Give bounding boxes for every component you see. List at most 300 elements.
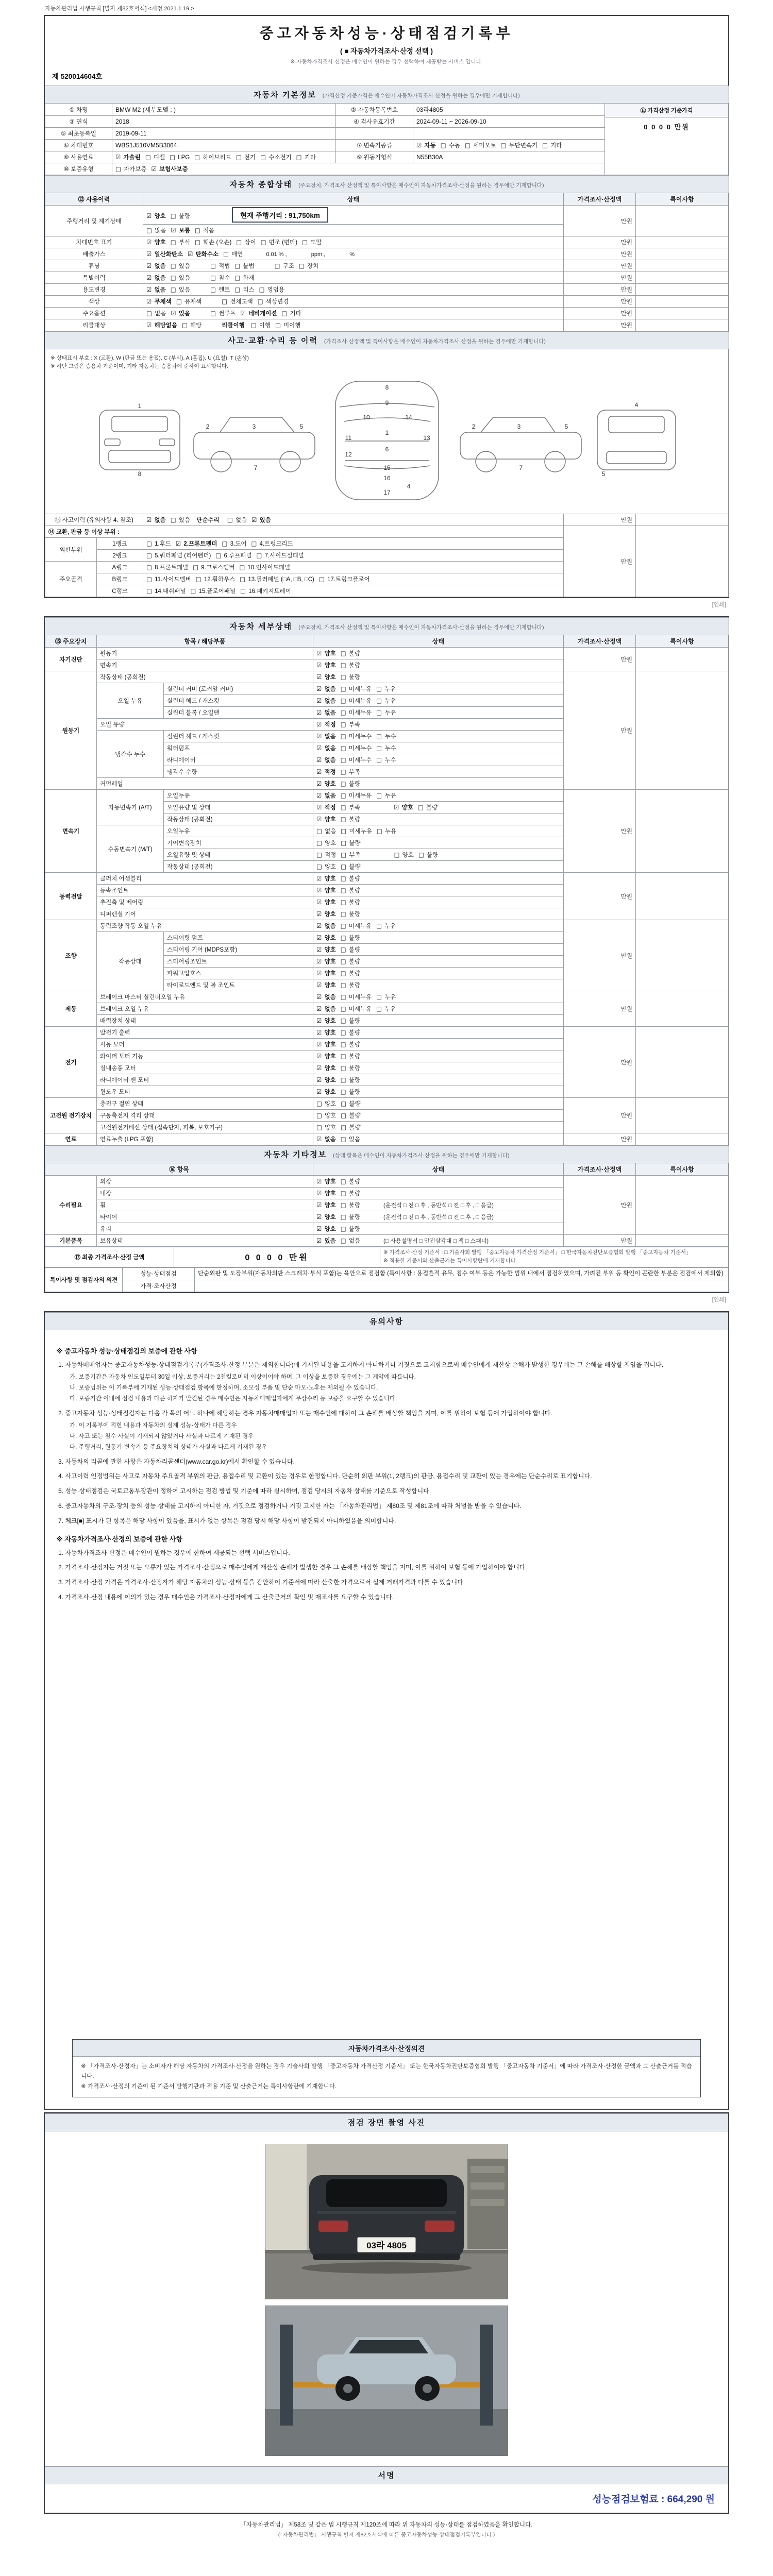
price-basis-value: 0 0 0 0 만원 (644, 123, 690, 131)
checkbox-미세누유[interactable]: □ 미세누유 (340, 792, 372, 799)
checkbox-있음[interactable]: □ 있음 (170, 286, 191, 293)
checkbox-불량[interactable]: □ 불량 (340, 650, 361, 657)
checkbox-양호[interactable]: □ 양호 (316, 1124, 337, 1131)
checkbox-미세누수[interactable]: □ 미세누수 (340, 744, 372, 752)
checkbox-보험사보증[interactable]: ☑ 보험사보증 (151, 165, 188, 173)
checkbox-없음[interactable]: □ 없음 (227, 516, 247, 523)
checkbox-불량[interactable]: □ 불량 (341, 1112, 361, 1119)
checkbox-썬루프[interactable]: □ 썬루프 (210, 310, 236, 317)
checkbox-양호[interactable]: ☑ 양호 (316, 816, 336, 823)
checkbox-불량[interactable]: □ 불량 (340, 981, 361, 989)
checkbox-없음[interactable]: ☑ 없음 (146, 516, 166, 523)
checkbox-미세누유[interactable]: □ 미세누유 (340, 697, 372, 704)
checkbox-불법[interactable]: □ 불법 (234, 262, 255, 269)
notice-item: 7. 체크[■] 표시가 된 항목은 해당 사항이 있음을, 표시가 없는 항목은 점검 당시 해당 사항이 발견되지 아니하였음을 의미합니다. (58, 1517, 396, 1524)
checkbox-불량[interactable]: □ 불량 (340, 780, 361, 787)
empty-box-icon: □ (340, 673, 346, 681)
checkbox-불량[interactable]: □ 불량 (340, 934, 361, 941)
checked-box-icon: ☑ (316, 1237, 322, 1244)
checkbox-불량[interactable]: □ 불량 (340, 910, 361, 918)
footer-line-1: 「자동차관리법」 제58조 및 같은 법 시행규칙 제120조에 따라 위 자동차의 성능·상태를 점검하였음을 확인합니다. (240, 2522, 533, 2529)
checkbox-group (316, 994, 401, 1001)
checkbox-없음[interactable]: ☑ 없음 (316, 1136, 336, 1143)
checkbox-적음[interactable]: □ 적음 (195, 227, 215, 234)
checkbox-16.패키지트레이[interactable]: □ 16.패키지트레이 (240, 587, 291, 595)
price-cell: 만원 (564, 526, 636, 597)
print-link[interactable]: [인쇄] (712, 1296, 726, 1303)
checkbox-5.쿼터패널 (리어펜더)[interactable]: □ 5.쿼터패널 (리어펜더) (146, 552, 211, 559)
detail-section-title: 자동차 세부상태 (주요장치, 가격조사·산정액 및 특이사항은 매수인이 자동차가격조사·산정을 원하는 경우에만 기재합니다) (45, 618, 729, 635)
label-inspection: ④ 검사유효기간 (336, 116, 413, 128)
checkbox-불량[interactable]: □ 불량 (340, 1017, 361, 1024)
checkbox-양호[interactable]: ☑ 양호 (316, 1178, 336, 1185)
checkbox-화재[interactable]: □ 화재 (234, 274, 255, 281)
checked-box-icon: ☑ (171, 227, 176, 234)
empty-box-icon: □ (376, 744, 382, 752)
checkbox-있음[interactable]: ☑ 있음 (251, 516, 271, 523)
checkbox-부족[interactable]: □ 부족 (340, 768, 361, 775)
checkbox-보통[interactable]: ☑ 보통 (171, 227, 191, 234)
checkbox-있음[interactable]: □ 있음 (340, 1136, 361, 1143)
checkbox-부식[interactable]: □ 부식 (170, 239, 191, 246)
price-cell: 만원 (564, 319, 636, 331)
checkbox-가솔린[interactable]: ☑ 가솔린 (115, 154, 141, 161)
checkbox-양호[interactable]: □ 양호 (394, 851, 414, 858)
checkbox-양호[interactable]: ☑ 양호 (316, 780, 336, 787)
checkbox-있음[interactable]: □ 있음 (170, 274, 191, 281)
checkbox-누수[interactable]: □ 누수 (376, 756, 396, 764)
svg-text:11: 11 (345, 434, 351, 442)
opinion-title-cell: 특이사항 및 점검자의 의견 (45, 1267, 123, 1292)
checkbox-누유[interactable]: □ 누유 (376, 827, 397, 835)
checkbox-불량[interactable]: □ 불량 (340, 1225, 361, 1232)
checkbox-양호[interactable]: ☑ 양호 (316, 1088, 336, 1095)
checkbox-불량[interactable]: □ 불량 (340, 899, 361, 906)
checkbox-도말[interactable]: □ 도말 (302, 239, 322, 246)
device-label: 자기진단 (45, 648, 97, 671)
price-cell: 만원 (564, 272, 636, 284)
checkbox-없음[interactable]: ☑ 없음 (316, 993, 336, 1001)
checkbox-없음[interactable]: ☑ 없음 (316, 709, 336, 716)
device-label: 기본품목 (45, 1235, 97, 1247)
checkbox-양호[interactable]: □ 양호 (316, 1112, 337, 1119)
empty-box-icon: □ (340, 816, 346, 823)
checkbox-group (316, 698, 401, 704)
checkbox-불량[interactable]: □ 불량 (340, 1213, 361, 1221)
empty-box-icon: □ (376, 922, 382, 929)
checked-box-icon: ☑ (316, 1041, 322, 1048)
empty-box-icon: □ (340, 780, 346, 787)
checkbox-group (146, 251, 247, 258)
accident-history-state (143, 514, 564, 526)
checkbox-7.사이드실패널[interactable]: □ 7.사이드실패널 (256, 552, 304, 559)
empty-box-icon: □ (281, 310, 288, 317)
checkbox-불량[interactable]: □ 불량 (340, 1201, 361, 1209)
checkbox-양호[interactable]: ☑ 양호 (316, 1017, 336, 1024)
empty-box-icon: □ (340, 792, 346, 799)
table-row (45, 284, 729, 296)
empty-box-icon: □ (340, 697, 346, 704)
empty-box-icon: □ (146, 310, 152, 317)
empty-box-icon: □ (340, 685, 346, 692)
checkbox-적정[interactable]: ☑ 적정 (316, 721, 336, 728)
checkbox-장치[interactable]: □ 장치 (298, 262, 319, 269)
special-note-cell (636, 260, 729, 272)
checkbox-3.도어[interactable]: □ 3.도어 (222, 540, 247, 547)
checkbox-누유[interactable]: □ 누유 (376, 697, 396, 704)
checkbox-13.필러패널 (□A, □B, □C)[interactable]: □ 13.필러패널 (□A, □B, □C) (240, 575, 314, 583)
device-label: 원동기 (45, 671, 97, 790)
empty-box-icon: □ (340, 1005, 346, 1012)
checkbox-group (316, 1202, 365, 1209)
checkbox-양호[interactable]: ☑ 양호 (316, 1201, 336, 1209)
checkbox-부족[interactable]: □ 부족 (340, 804, 361, 811)
checkbox-불량[interactable]: □ 불량 (340, 1064, 361, 1072)
checkbox-불량[interactable]: □ 불량 (340, 970, 361, 977)
checkbox-많음[interactable]: □ 많음 (146, 227, 166, 234)
status-cell (313, 790, 564, 802)
empty-box-icon: □ (376, 993, 382, 1001)
checkbox-15.플로어패널[interactable]: □ 15.플로어패널 (190, 587, 236, 595)
checkbox-미세누유[interactable]: □ 미세누유 (341, 827, 372, 835)
checkbox-탄화수소[interactable]: ☑ 탄화수소 (188, 250, 219, 258)
overall-state-table (45, 175, 729, 331)
checkbox-양호[interactable]: □ 양호 (316, 839, 337, 846)
empty-box-icon: □ (240, 575, 246, 583)
checkbox-침수[interactable]: □ 침수 (210, 274, 230, 281)
checkbox-group (316, 1113, 365, 1119)
checkbox-일산화탄소[interactable]: ☑ 일산화탄소 (146, 250, 183, 258)
checkbox-수동[interactable]: □ 수동 (440, 142, 461, 149)
checkbox-양호[interactable]: ☑ 양호 (316, 1213, 336, 1221)
item-label: 배력장치 상태 (97, 1015, 313, 1027)
checkbox-자가보증[interactable]: □ 자가보증 (115, 165, 147, 173)
checkbox-group (146, 228, 219, 234)
empty-box-icon: □ (176, 298, 182, 305)
checkbox-8.프론트패널[interactable]: □ 8.프론트패널 (146, 564, 189, 571)
checkbox-group (316, 1101, 365, 1107)
item-label: 변속기 (97, 659, 313, 671)
checked-box-icon: ☑ (316, 887, 322, 894)
checkbox-불량[interactable]: □ 불량 (340, 887, 361, 894)
special-note-cell (636, 1027, 729, 1098)
checkbox-해당없음[interactable]: ☑ 해당없음 (146, 321, 177, 329)
checkbox-14.대쉬패널[interactable]: □ 14.대쉬패널 (146, 587, 186, 595)
checkbox-적법[interactable]: □ 적법 (210, 262, 230, 269)
checkbox-11.사이드멤버[interactable]: □ 11.사이드멤버 (146, 575, 191, 583)
checkbox-없음[interactable]: □ 없음 (316, 827, 337, 835)
checkbox-불량[interactable]: □ 불량 (418, 851, 439, 858)
checkbox-없음[interactable]: ☑ 없음 (316, 922, 336, 929)
table-row (45, 260, 729, 272)
checkbox-미세누유[interactable]: □ 미세누유 (340, 685, 372, 692)
checkbox-없음[interactable]: ☑ 없음 (146, 274, 166, 281)
checkbox-미이행[interactable]: □ 미이행 (275, 321, 301, 329)
empty-box-icon: □ (340, 662, 346, 669)
checked-box-icon: ☑ (146, 212, 152, 219)
checkbox-미세누유[interactable]: □ 미세누유 (340, 709, 372, 716)
print-link[interactable]: [인쇄] (712, 602, 726, 608)
checkbox-불량[interactable]: □ 불량 (340, 1053, 361, 1060)
status-cell (143, 236, 564, 248)
status-cell (313, 1235, 564, 1247)
checkbox-불량[interactable]: □ 불량 (341, 1124, 361, 1131)
checkbox-없음[interactable]: ☑ 없음 (316, 756, 336, 764)
checkbox-변조 (변타)[interactable]: □ 변조 (변타) (260, 239, 298, 246)
checkbox-색상변경[interactable]: □ 색상변경 (257, 298, 289, 305)
item-label: 워터펌프 (164, 742, 313, 754)
checkbox-양호[interactable]: ☑ 양호 (316, 662, 336, 669)
rank-parts-options (143, 573, 564, 585)
document-subtitle: ( ■ 자동차가격조사·산정 선택 ) (340, 47, 433, 55)
checkbox-적정[interactable]: ☑ 적정 (316, 804, 336, 811)
checkbox-group (316, 1226, 365, 1232)
checkbox-4.트렁크리드[interactable]: □ 4.트렁크리드 (251, 540, 293, 547)
checkbox-적정[interactable]: □ 적정 (316, 851, 337, 858)
use-history-label: 리콜대상 (45, 319, 143, 331)
checkbox-누유[interactable]: □ 누유 (376, 922, 396, 929)
checked-box-icon: ☑ (146, 250, 152, 258)
checkbox-부족[interactable]: □ 부족 (341, 851, 361, 858)
checkbox-양호[interactable]: ☑ 양호 (316, 958, 336, 965)
checkbox-이행[interactable]: □ 이행 (250, 321, 271, 329)
checkbox-없음[interactable]: ☑ 없음 (316, 792, 336, 799)
checkbox-양호[interactable]: ☑ 양호 (316, 1225, 336, 1232)
checkbox-불량[interactable]: □ 불량 (340, 1041, 361, 1048)
checkbox-누유[interactable]: □ 누유 (376, 792, 396, 799)
checkbox-없음[interactable]: ☑ 없음 (316, 685, 336, 692)
checkbox-양호[interactable]: ☑ 양호 (316, 899, 336, 906)
checkbox-누유[interactable]: □ 누유 (376, 709, 396, 716)
notice-item: 나. 보증범위는 이 기록부에 기재된 성능·상태점검 항목에 한정하며, 소모성 부품 및 단순 마모·노후는 제외될 수 있습니다. (70, 1384, 378, 1391)
checkbox-없음[interactable]: ☑ 없음 (146, 286, 166, 293)
checkbox-상이[interactable]: □ 상이 (236, 239, 256, 246)
checkbox-하이브리드[interactable]: □ 하이브리드 (194, 154, 231, 161)
svg-text:2: 2 (472, 423, 475, 430)
svg-text:3: 3 (252, 423, 256, 430)
checkbox-불량[interactable]: □ 불량 (170, 212, 191, 219)
checkbox-양호[interactable]: ☑ 양호 (316, 673, 336, 681)
checkbox-6.루프패널[interactable]: □ 6.루프패널 (215, 552, 252, 559)
checkbox-group (316, 911, 365, 918)
checkbox-미세누유[interactable]: □ 미세누유 (340, 993, 372, 1001)
checkbox-전체도색[interactable]: □ 전체도색 (222, 298, 253, 305)
checkbox-불량[interactable]: □ 불량 (340, 875, 361, 882)
checkbox-적정[interactable]: ☑ 적정 (316, 768, 336, 775)
checkbox-없음[interactable]: □ 없음 (146, 310, 166, 317)
checked-box-icon: ☑ (188, 250, 193, 258)
item-label: 오일누유 (164, 825, 313, 837)
label-transmission: ⑦ 변속기종류 (336, 140, 413, 151)
checkbox-해당[interactable]: □ 해당 (181, 321, 202, 329)
checkbox-불량[interactable]: □ 불량 (340, 1190, 361, 1197)
empty-box-icon: □ (340, 1064, 346, 1072)
checkbox-네비게이션[interactable]: ☑ 네비게이션 (240, 310, 277, 317)
empty-box-icon: □ (316, 839, 322, 846)
checkbox-전기[interactable]: □ 전기 (236, 154, 256, 161)
price-cell: 만원 (564, 790, 636, 873)
device-label: 변속기 (45, 790, 97, 873)
label-empty (336, 128, 413, 140)
checkbox-불량[interactable]: □ 불량 (340, 1088, 361, 1095)
checkbox-양호[interactable]: ☑ 양호 (316, 1190, 336, 1197)
checkbox-무채색[interactable]: ☑ 무채색 (146, 298, 172, 305)
checkbox-없음[interactable]: ☑ 없음 (146, 262, 166, 269)
checkbox-누수[interactable]: □ 누수 (376, 744, 396, 752)
status-cell (313, 1199, 564, 1211)
checked-box-icon: ☑ (151, 165, 157, 173)
checkbox-2.프론트펜더[interactable]: ☑ 2.프론트펜더 (175, 540, 217, 547)
checkbox-미세누유[interactable]: □ 미세누유 (340, 1005, 372, 1012)
checkbox-불량[interactable]: □ 불량 (341, 863, 361, 870)
checkbox-불량[interactable]: □ 불량 (417, 804, 438, 811)
empty-box-icon: □ (341, 863, 347, 870)
col-note: 특이사항 (636, 1163, 729, 1176)
checkbox-양호[interactable]: ☑ 양호 (316, 1064, 336, 1072)
checkbox-양호[interactable]: ☑ 양호 (316, 1029, 336, 1036)
checkbox-없음[interactable]: ☑ 없음 (316, 744, 336, 752)
checkbox-양호[interactable]: ☑ 양호 (316, 934, 336, 941)
svg-text:17: 17 (383, 489, 391, 496)
checkbox-양호[interactable]: ☑ 양호 (394, 804, 413, 811)
device-label: 동력전달 (45, 873, 97, 920)
checkbox-LPG[interactable]: □ LPG (170, 154, 190, 161)
checkbox-없음[interactable]: ☑ 없음 (316, 733, 336, 740)
checkbox-있음[interactable]: ☑ 있음 (171, 310, 191, 317)
checkbox-불량[interactable]: □ 불량 (340, 946, 361, 953)
status-cell (313, 1015, 564, 1027)
value-text: 0.01 % , ppm , % (266, 251, 355, 258)
checkbox-불량[interactable]: □ 불량 (340, 662, 361, 669)
checkbox-group (251, 323, 306, 329)
col-note: 특이사항 (636, 193, 729, 206)
checkbox-없음[interactable]: □ 없음 (340, 1237, 361, 1244)
checkbox-미세누유[interactable]: □ 미세누유 (340, 922, 372, 929)
checked-box-icon: ☑ (316, 1225, 322, 1232)
status-cell (313, 1176, 564, 1188)
checkbox-양호[interactable]: ☑ 양호 (316, 1041, 336, 1048)
checkbox-group (316, 686, 401, 692)
checkbox-미세누수[interactable]: □ 미세누수 (340, 756, 372, 764)
checked-box-icon: ☑ (316, 792, 322, 799)
checkbox-있음[interactable]: ☑ 있음 (316, 1237, 336, 1244)
checkbox-불량[interactable]: □ 불량 (340, 816, 361, 823)
checkbox-없음[interactable]: ☑ 없음 (316, 697, 336, 704)
checkbox-양호[interactable]: ☑ 양호 (316, 887, 336, 894)
item-label: 작동상태 (공회전) (97, 671, 313, 683)
empty-box-icon: □ (340, 1201, 346, 1209)
empty-box-icon: □ (340, 875, 346, 882)
checkbox-매연[interactable]: □ 매연 (223, 250, 243, 258)
empty-box-icon: □ (146, 587, 152, 595)
checkbox-17.트렁크플로어[interactable]: □ 17.트렁크플로어 (318, 575, 370, 583)
checkbox-12.휠하우스[interactable]: □ 12.휠하우스 (195, 575, 236, 583)
license-plate-text: 03라 4805 (366, 2241, 407, 2251)
checkbox-양호[interactable]: ☑ 양호 (146, 212, 166, 219)
checkbox-자동[interactable]: ☑ 자동 (416, 142, 436, 149)
checkbox-양호[interactable]: ☑ 양호 (316, 1076, 336, 1083)
checkbox-없음[interactable]: ☑ 없음 (316, 1005, 336, 1012)
col-device: ⑮ 주요장치 (45, 635, 97, 648)
checkbox-훼손 (오손)[interactable]: □ 훼손 (오손) (195, 239, 232, 246)
checked-box-icon: ☑ (316, 768, 322, 775)
status-cell (313, 1086, 564, 1098)
checkbox-양호[interactable]: ☑ 양호 (146, 239, 166, 246)
checkbox-10.인사이드패널[interactable]: □ 10.인사이드패널 (239, 564, 291, 571)
col-use-history: ⑫ 사용이력 (45, 193, 143, 206)
checkbox-디젤[interactable]: □ 디젤 (145, 154, 165, 161)
checkbox-구조[interactable]: □ 구조 (274, 262, 294, 269)
checkbox-불량[interactable]: □ 불량 (341, 839, 361, 846)
checked-box-icon: ☑ (146, 321, 152, 329)
checkbox-기타[interactable]: □ 기타 (296, 154, 316, 161)
checkbox-양호[interactable]: ☑ 양호 (316, 970, 336, 977)
checkbox-미세누수[interactable]: □ 미세누수 (340, 733, 372, 740)
checkbox-group (146, 263, 195, 269)
checkbox-누유[interactable]: □ 누유 (376, 1005, 396, 1012)
checkbox-불량[interactable]: □ 불량 (341, 1100, 361, 1107)
checkbox-수소전기[interactable]: □ 수소전기 (260, 154, 292, 161)
checkbox-부족[interactable]: □ 부족 (340, 721, 361, 728)
checkbox-양호[interactable]: □ 양호 (316, 1100, 337, 1107)
checkbox-양호[interactable]: ☑ 양호 (316, 650, 336, 657)
checkbox-불량[interactable]: □ 불량 (340, 958, 361, 965)
checkbox-무단변속기[interactable]: □ 무단변속기 (500, 142, 538, 149)
checkbox-양호[interactable]: ☑ 양호 (316, 1053, 336, 1060)
checkbox-렌트[interactable]: □ 렌트 (210, 286, 230, 293)
status-cell (143, 206, 564, 225)
checkbox-불량[interactable]: □ 불량 (340, 1029, 361, 1036)
checkbox-영업용[interactable]: □ 영업용 (259, 286, 285, 293)
checkbox-유채색[interactable]: □ 유채색 (176, 298, 202, 305)
checkbox-양호[interactable]: ☑ 양호 (316, 981, 336, 989)
svg-text:4: 4 (634, 401, 638, 409)
empty-box-icon: □ (234, 262, 241, 269)
checkbox-있음[interactable]: □ 있음 (170, 262, 191, 269)
notice-item: 1. 자동차가격조사·산정은 매수인이 원하는 경우에 한하여 제공되는 선택 서비스입니다. (58, 1549, 290, 1556)
checkbox-불량[interactable]: □ 불량 (340, 1178, 361, 1185)
empty-box-icon: □ (210, 310, 216, 317)
checked-box-icon: ☑ (316, 1178, 322, 1185)
svg-text:12: 12 (344, 451, 352, 458)
car-diagram (51, 373, 723, 509)
checked-box-icon: ☑ (316, 1190, 322, 1197)
checkbox-기타[interactable]: □ 기타 (281, 310, 301, 317)
empty-box-icon: □ (316, 1112, 322, 1119)
checkbox-group (316, 651, 365, 657)
final-price-note-2: ※ 적용한 기준서와 산출근거는 특이사항란에 기재합니다. (383, 1257, 517, 1264)
checkbox-양호[interactable]: ☑ 양호 (316, 875, 336, 882)
checkbox-누유[interactable]: □ 누유 (376, 685, 396, 692)
checkbox-누유[interactable]: □ 누유 (376, 993, 396, 1001)
checkbox-양호[interactable]: ☑ 양호 (316, 946, 336, 953)
checkbox-있음[interactable]: □ 있음 (170, 516, 191, 523)
checkbox-누수[interactable]: □ 누수 (376, 733, 396, 740)
checkbox-기타[interactable]: □ 기타 (542, 142, 562, 149)
checkbox-세미오토[interactable]: □ 세미오토 (465, 142, 496, 149)
empty-box-icon: □ (341, 1112, 347, 1119)
checkbox-불량[interactable]: □ 불량 (340, 1076, 361, 1083)
checkbox-1.후드[interactable]: □ 1.후드 (146, 540, 171, 547)
checkbox-양호[interactable]: ☑ 양호 (316, 910, 336, 918)
checkbox-9.크로스멤버[interactable]: □ 9.크로스멤버 (193, 564, 235, 571)
status-cell (313, 1062, 564, 1074)
item-label: 오일누유 (164, 790, 313, 802)
panel-section-label: 주요골격 (45, 562, 97, 597)
checkbox-양호[interactable]: □ 양호 (316, 863, 337, 870)
checkbox-불량[interactable]: □ 불량 (340, 673, 361, 681)
checkbox-리스[interactable]: □ 리스 (234, 286, 255, 293)
